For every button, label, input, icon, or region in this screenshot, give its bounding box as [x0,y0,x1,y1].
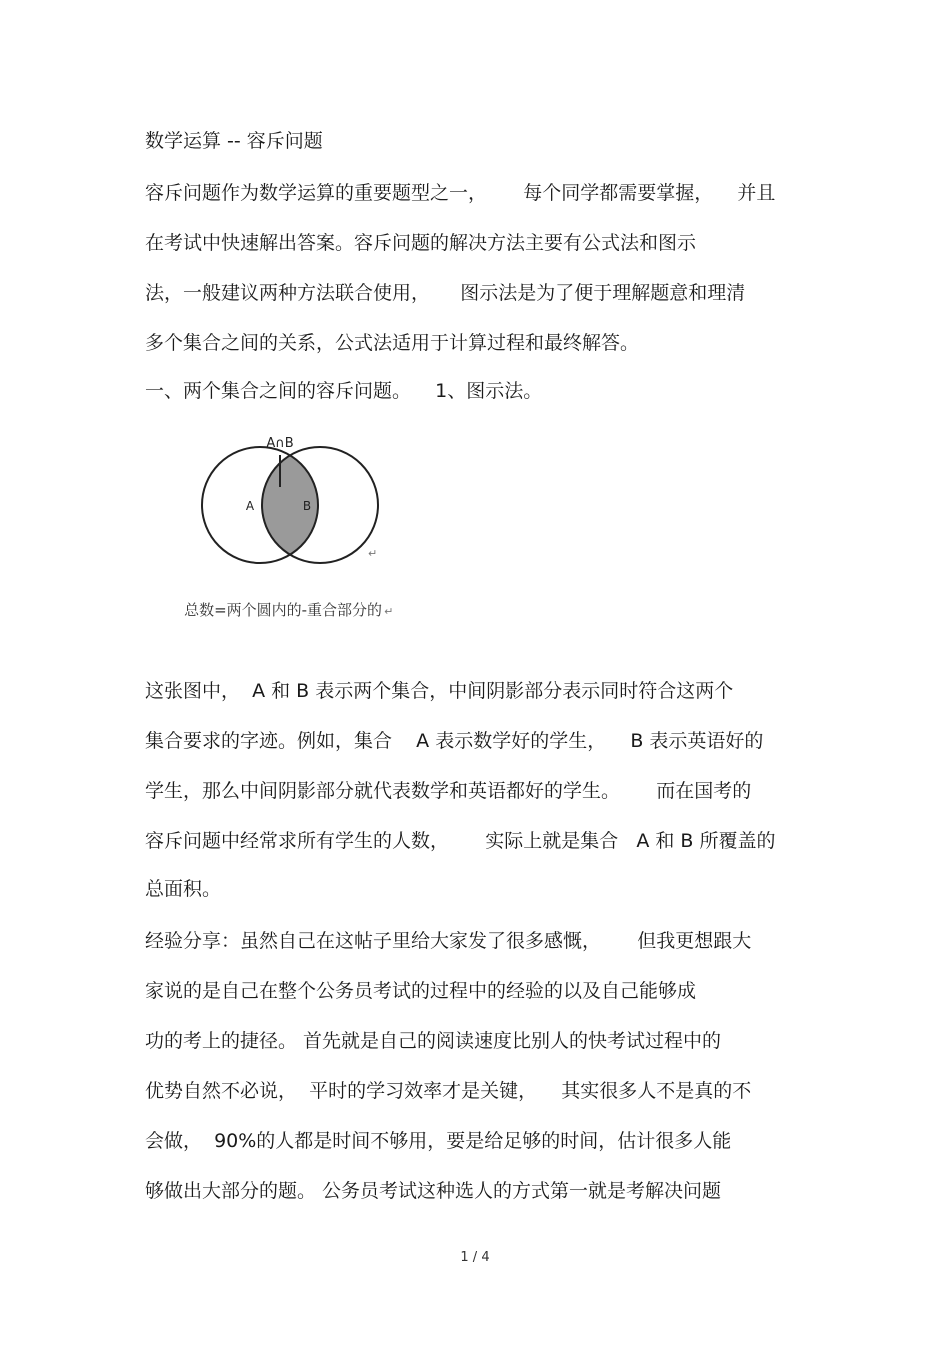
text-line: 会做， 90%的人都是时间不够用，要是给足够的时间，估计很多人能 [145,1130,732,1152]
text-line: 容斥问题中经常求所有学生的人数， 实际上就是集合 A 和 B 所覆盖的 [145,830,776,852]
intersection-label: A∩B [266,436,294,451]
text-line: 够做出大部分的题。 公务员考试这种选人的方式第一就是考解决问题 [145,1180,722,1202]
text-line: 在考试中快速解出答案。容斥问题的解决方法主要有公式法和图示 [145,232,697,254]
text-line: 容斥问题作为数学运算的重要题型之一， 每个同学都需要掌握， 并且 [145,182,776,204]
paragraph-mark: ↵ [384,605,394,618]
text-line: 学生，那么中间阴影部分就代表数学和英语都好的学生。 而在国考的 [145,780,752,802]
text-line: 多个集合之间的关系，公式法适用于计算过程和最终解答。 [145,332,640,354]
text-line: 经验分享：虽然自己在这帖子里给大家发了很多感慨， 但我更想跟大 [145,930,752,952]
venn-diagram [160,425,400,575]
text-line: 集合要求的字迹。例如，集合 A 表示数学好的学生， B 表示英语好的 [145,730,764,752]
text-line: 这张图中， A 和 B 表示两个集合，中间阴影部分表示同时符合这两个 [145,680,734,702]
document-title: 数学运算 -- 容斥问题 [145,130,323,152]
text-line: 家说的是自己在整个公务员考试的过程中的经验的以及自己能够成 [145,980,697,1002]
page-number: 1 / 4 [460,1250,490,1265]
text-line: 法，一般建议两种方法联合使用， 图示法是为了便于理解题意和理清 [145,282,746,304]
set-a-label: A [245,499,255,513]
paragraph-mark: ↵ [368,547,378,560]
set-b-label: B [302,499,312,513]
figure-caption [165,580,393,642]
figure-caption-text: 总数=两个圆内的-重合部分的 [184,601,383,619]
text-line: 功的考上的捷径。 首先就是自己的阅读速度比别人的快考试过程中的 [145,1030,722,1052]
text-line: 优势自然不必说， 平时的学习效率才是关键， 其实很多人不是真的不 [145,1080,752,1102]
section-heading: 一、两个集合之间的容斥问题。 1、图示法。 [145,380,543,402]
text-line: 总面积。 [145,878,222,900]
